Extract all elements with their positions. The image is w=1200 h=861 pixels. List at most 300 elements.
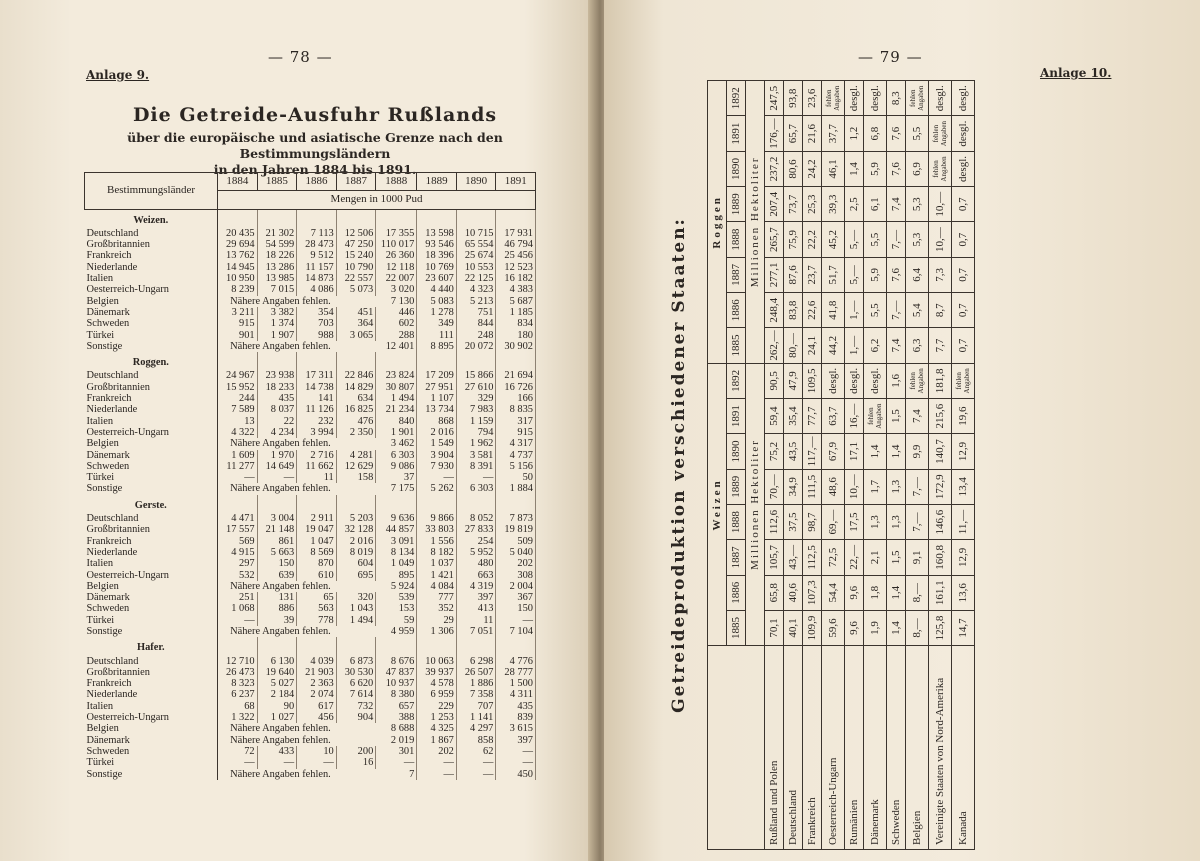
value-cell: 1 609 <box>218 450 258 461</box>
value-cell: 17 931 <box>496 228 536 239</box>
country-label: Oesterreich-Ungarn <box>85 427 218 438</box>
country-label: Dänemark <box>85 592 218 603</box>
note-cell: Nähere Angaben fehlen. <box>230 483 331 495</box>
value-cell: 232 <box>297 416 337 427</box>
note-cell: Nähere Angaben fehlen. <box>230 438 331 450</box>
roggen-value: 6,2 <box>864 328 887 363</box>
table-row <box>85 461 536 472</box>
weizen-value: 9,1 <box>906 540 929 575</box>
roggen-value: desgl. <box>952 81 975 117</box>
value-cell: 29 <box>417 615 457 626</box>
value-cell: — <box>496 757 536 768</box>
roggen-value: 44,2 <box>822 328 845 363</box>
value-cell: 39 <box>257 615 297 626</box>
country-label: Großbritannien <box>85 382 218 393</box>
table-row <box>85 284 536 295</box>
value-cell: 8 895 <box>417 341 457 352</box>
value-cell: 3 211 <box>218 307 258 318</box>
value-cell: 14 649 <box>257 461 297 472</box>
value-cell: 12 523 <box>496 262 536 273</box>
value-cell: 22 846 <box>336 370 376 381</box>
value-cell: 3 065 <box>336 330 376 341</box>
value-cell: 3 020 <box>376 284 417 295</box>
country-label: Schweden <box>85 461 218 472</box>
country-label: Oesterreich-Ungarn <box>85 284 218 295</box>
value-cell: 569 <box>218 536 258 547</box>
rotated-content <box>655 80 1125 850</box>
weizen-value: 7,4 <box>906 399 929 434</box>
year-header: 1885 <box>257 173 297 191</box>
value-cell: 93 546 <box>417 239 457 250</box>
weizen-value: 65,8 <box>765 575 784 610</box>
year-header: 1891 <box>727 399 746 434</box>
weizen-value: 17,1 <box>845 434 864 469</box>
value-cell: 16 182 <box>496 273 536 284</box>
value-cell: 22 125 <box>456 273 496 284</box>
value-cell: 1 159 <box>456 416 496 427</box>
value-cell: 794 <box>456 427 496 438</box>
roggen-value: 0,7 <box>952 222 975 257</box>
weizen-value: 1,4 <box>887 610 906 645</box>
value-cell: 7 614 <box>336 689 376 700</box>
value-cell: 777 <box>417 592 457 603</box>
value-cell: 1 970 <box>257 450 297 461</box>
country-label: Italien <box>85 701 218 712</box>
roggen-value: 37,7 <box>822 116 845 151</box>
country-label: Großbritannien <box>85 667 218 678</box>
weizen-value: 1,4 <box>887 575 906 610</box>
right-page-number: — 79 — <box>858 48 923 66</box>
value-cell: — <box>218 757 258 768</box>
value-cell: 32 128 <box>336 524 376 535</box>
weizen-value: 9,6 <box>845 575 864 610</box>
value-cell: 1 047 <box>297 536 337 547</box>
empty-cell <box>376 352 417 370</box>
value-cell: 21 234 <box>376 404 417 415</box>
table-row <box>85 723 536 734</box>
table-row <box>952 81 975 850</box>
country-label: Frankreich <box>85 536 218 547</box>
note-cell: Nähere Angaben fehlen. <box>230 295 331 307</box>
unit-header-roggen: Millionen Hektoliter <box>746 81 765 364</box>
country-label: Oesterreich-Ungarn <box>85 570 218 581</box>
value-cell: 602 <box>376 318 417 329</box>
country-label: Türkei <box>85 615 218 626</box>
value-cell: 329 <box>456 393 496 404</box>
value-cell: 16 726 <box>496 382 536 393</box>
roggen-value: 24,1 <box>803 328 822 363</box>
roggen-value: 1,— <box>845 293 864 328</box>
value-cell: 24 967 <box>218 370 258 381</box>
weizen-value: 9,9 <box>906 434 929 469</box>
value-cell: 90 <box>257 701 297 712</box>
roggen-value: 5,3 <box>906 222 929 257</box>
weizen-value: 13,6 <box>952 575 975 610</box>
empty-cell <box>496 352 536 370</box>
weizen-value: fehlen Angaben <box>952 363 975 398</box>
value-cell: 5 040 <box>496 547 536 558</box>
roggen-value: 65,7 <box>784 116 803 151</box>
value-cell: — <box>257 757 297 768</box>
country-label: Belgien <box>85 581 218 592</box>
weizen-value: 107,3 <box>803 575 822 610</box>
value-cell: 22 557 <box>336 273 376 284</box>
value-cell: 4 086 <box>297 284 337 295</box>
country-label: Italien <box>85 416 218 427</box>
year-header: 1886 <box>727 575 746 610</box>
roggen-value: 176,— <box>765 116 784 151</box>
right-anlage-label: Anlage 10. <box>1040 66 1112 80</box>
value-cell: 539 <box>376 592 417 603</box>
table-row <box>929 81 952 850</box>
table-row <box>85 382 536 393</box>
value-cell: 18 226 <box>257 250 297 261</box>
roggen-value: desgl. <box>929 81 952 117</box>
table-row <box>85 472 536 483</box>
value-cell: 4 281 <box>336 450 376 461</box>
weizen-value: 112,6 <box>765 504 784 539</box>
weizen-value: 22,— <box>845 540 864 575</box>
value-cell: 8 323 <box>218 678 258 689</box>
weizen-value: 19,6 <box>952 399 975 434</box>
value-cell: 751 <box>456 307 496 318</box>
value-cell: 8 676 <box>376 656 417 667</box>
table-row <box>85 757 536 768</box>
value-cell: 47 837 <box>376 667 417 678</box>
value-cell: 695 <box>336 570 376 581</box>
weizen-value: 7,— <box>906 469 929 504</box>
value-cell: 18 396 <box>417 250 457 261</box>
group-header-weizen: Weizen <box>708 363 727 646</box>
value-cell: 153 <box>376 603 417 614</box>
value-cell: 5 924 <box>376 581 417 592</box>
value-cell: 27 951 <box>417 382 457 393</box>
weizen-value: 54,4 <box>822 575 845 610</box>
note-cell: Nähere Angaben fehlen. <box>230 625 331 637</box>
weizen-value: 40,6 <box>784 575 803 610</box>
value-cell: 17 311 <box>297 370 337 381</box>
value-cell: — <box>218 472 258 483</box>
empty-cell <box>417 495 457 513</box>
value-cell: 26 360 <box>376 250 417 261</box>
value-cell: 8 835 <box>496 404 536 415</box>
value-cell: 2 019 <box>376 735 417 746</box>
country-label: Oesterreich-Ungarn <box>822 646 845 850</box>
year-header: 1891 <box>496 173 536 191</box>
value-cell: 22 <box>257 416 297 427</box>
empty-cell <box>297 352 337 370</box>
country-label: Belgien <box>85 438 218 449</box>
note-cell: Nähere Angaben fehlen. <box>230 723 331 735</box>
year-header: 1887 <box>727 540 746 575</box>
value-cell: 141 <box>297 393 337 404</box>
roggen-value: 5,9 <box>864 257 887 292</box>
country-label: Dänemark <box>85 735 218 746</box>
weizen-value: 1,4 <box>887 434 906 469</box>
value-cell: 7 589 <box>218 404 258 415</box>
roggen-value: 22,2 <box>803 222 822 257</box>
table-row <box>85 536 536 547</box>
year-header: 1886 <box>297 173 337 191</box>
value-cell: 610 <box>297 570 337 581</box>
value-cell: 3 904 <box>417 450 457 461</box>
value-cell: 20 072 <box>456 341 496 352</box>
country-label: Großbritannien <box>85 239 218 250</box>
value-cell: 435 <box>257 393 297 404</box>
roggen-value: 51,7 <box>822 257 845 292</box>
year-header: 1891 <box>727 116 746 151</box>
left-page <box>0 0 596 861</box>
value-cell: 2 004 <box>496 581 536 592</box>
value-cell: 3 091 <box>376 536 417 547</box>
roggen-value: 6,9 <box>906 151 929 186</box>
value-cell: 352 <box>417 603 457 614</box>
section-name: Hafer. <box>85 637 218 655</box>
value-cell: 10 <box>297 746 337 757</box>
empty-cell <box>218 352 258 370</box>
value-cell: 886 <box>257 603 297 614</box>
value-cell: 6 237 <box>218 689 258 700</box>
value-cell: 6 959 <box>417 689 457 700</box>
roggen-value: 0,7 <box>952 257 975 292</box>
weizen-value: desgl. <box>822 363 845 398</box>
value-cell: 604 <box>336 558 376 569</box>
value-cell: 1 037 <box>417 558 457 569</box>
value-cell: — <box>456 472 496 483</box>
value-cell: 8 569 <box>297 547 337 558</box>
year-header: 1889 <box>727 469 746 504</box>
value-cell: 663 <box>456 570 496 581</box>
country-label: Dänemark <box>85 307 218 318</box>
value-cell: 10 063 <box>417 656 457 667</box>
weizen-value: 13,4 <box>952 469 975 504</box>
empty-cell <box>336 637 376 655</box>
weizen-value: desgl. <box>864 363 887 398</box>
value-cell: 8 688 <box>376 723 417 734</box>
roggen-value: 80,6 <box>784 151 803 186</box>
value-cell: 28 473 <box>297 239 337 250</box>
value-cell: 18 233 <box>257 382 297 393</box>
empty-cell <box>456 209 496 228</box>
value-cell: 4 959 <box>376 626 417 637</box>
value-cell: 634 <box>336 393 376 404</box>
table-row <box>85 341 536 352</box>
country-label: Belgien <box>85 723 218 734</box>
value-cell: 6 298 <box>456 656 496 667</box>
value-cell: 861 <box>257 536 297 547</box>
country-label: Belgien <box>85 296 218 307</box>
roggen-value: 23,7 <box>803 257 822 292</box>
value-cell: 131 <box>257 592 297 603</box>
value-cell: 1 278 <box>417 307 457 318</box>
value-cell: — <box>417 769 457 780</box>
value-cell: 7 104 <box>496 626 536 637</box>
value-cell: 9 866 <box>417 513 457 524</box>
value-cell: 11 277 <box>218 461 258 472</box>
value-cell: 15 952 <box>218 382 258 393</box>
value-cell: 12 401 <box>376 341 417 352</box>
roggen-value: 7,4 <box>887 328 906 363</box>
roggen-value: 7,— <box>887 222 906 257</box>
weizen-value: 1,4 <box>864 434 887 469</box>
value-cell: 16 <box>336 757 376 768</box>
country-col-header <box>708 646 765 850</box>
roggen-value: 5,3 <box>906 187 929 222</box>
weizen-value: 215,6 <box>929 399 952 434</box>
weizen-value: 37,5 <box>784 504 803 539</box>
weizen-value: 43,5 <box>784 434 803 469</box>
left-subtitle-2: in den Jahren 1884 bis 1891. <box>213 162 417 177</box>
table-row <box>85 769 536 780</box>
value-cell: 30 902 <box>496 341 536 352</box>
table-row <box>85 273 536 284</box>
value-cell: 1 141 <box>456 712 496 723</box>
table-row <box>85 626 536 637</box>
value-cell: 44 857 <box>376 524 417 535</box>
value-cell: 10 950 <box>218 273 258 284</box>
year-header: 1889 <box>417 173 457 191</box>
table-row <box>85 746 536 757</box>
weizen-value: 146,6 <box>929 504 952 539</box>
country-label: Dänemark <box>85 450 218 461</box>
weizen-value: 34,9 <box>784 469 803 504</box>
value-cell: 4 323 <box>456 284 496 295</box>
weizen-value: 48,6 <box>822 469 845 504</box>
section-name: Roggen. <box>85 352 218 370</box>
value-cell: 20 435 <box>218 228 258 239</box>
value-cell: 397 <box>496 735 536 746</box>
roggen-value: 207,4 <box>765 187 784 222</box>
country-label: Türkei <box>85 330 218 341</box>
value-cell: 7 <box>376 769 417 780</box>
roggen-value: 0,7 <box>952 328 975 363</box>
value-cell: 11 <box>297 472 337 483</box>
roggen-value: desgl. <box>952 116 975 151</box>
value-cell: 202 <box>496 558 536 569</box>
value-cell: 6 130 <box>257 656 297 667</box>
value-cell: 21 903 <box>297 667 337 678</box>
value-cell: 4 737 <box>496 450 536 461</box>
section-name: Weizen. <box>85 209 218 228</box>
country-label: Schweden <box>85 318 218 329</box>
weizen-value: 67,9 <box>822 434 845 469</box>
value-cell: 4 297 <box>456 723 496 734</box>
empty-cell <box>218 637 258 655</box>
value-cell: 1 049 <box>376 558 417 569</box>
weizen-value: 1,3 <box>887 504 906 539</box>
year-header: 1885 <box>727 610 746 645</box>
roggen-value: 22,6 <box>803 293 822 328</box>
country-label: Deutschland <box>85 656 218 667</box>
weizen-value: 10,— <box>845 469 864 504</box>
weizen-value: 1,7 <box>864 469 887 504</box>
table-row <box>85 370 536 381</box>
value-cell: 4 039 <box>297 656 337 667</box>
value-cell: 16 825 <box>336 404 376 415</box>
value-cell: — <box>417 472 457 483</box>
value-cell: 25 456 <box>496 250 536 261</box>
value-cell: 248 <box>456 330 496 341</box>
country-label: Kanada <box>952 646 975 850</box>
left-title: Die Getreide-Ausfuhr Rußlands <box>132 104 498 126</box>
weizen-value: 117,— <box>803 434 822 469</box>
weizen-value: 63,7 <box>822 399 845 434</box>
value-cell: 858 <box>456 735 496 746</box>
empty-cell <box>417 209 457 228</box>
value-cell: — <box>376 757 417 768</box>
weizen-value: 47,9 <box>784 363 803 398</box>
value-cell: 2 716 <box>297 450 337 461</box>
value-cell: 301 <box>376 746 417 757</box>
value-cell: 13 286 <box>257 262 297 273</box>
value-cell: 21 302 <box>257 228 297 239</box>
value-cell: 397 <box>456 592 496 603</box>
value-cell: 901 <box>218 330 258 341</box>
empty-cell <box>496 495 536 513</box>
weizen-value: 181,8 <box>929 363 952 398</box>
value-cell: 915 <box>496 427 536 438</box>
value-cell: 5 203 <box>336 513 376 524</box>
value-cell: 11 <box>456 615 496 626</box>
weizen-value: 160,8 <box>929 540 952 575</box>
roggen-value: 7,6 <box>887 257 906 292</box>
value-cell: 7 051 <box>456 626 496 637</box>
empty-cell <box>257 209 297 228</box>
weizen-value: 1,3 <box>887 469 906 504</box>
value-cell: 844 <box>456 318 496 329</box>
value-cell: 26 473 <box>218 667 258 678</box>
value-cell: — <box>456 757 496 768</box>
roggen-value: 7,3 <box>929 257 952 292</box>
country-label: Deutschland <box>85 513 218 524</box>
table-row <box>85 262 536 273</box>
value-cell: 1 907 <box>257 330 297 341</box>
value-cell: 1 185 <box>496 307 536 318</box>
year-header: 1890 <box>727 151 746 186</box>
weizen-value: 8,— <box>906 575 929 610</box>
weizen-value: 75,2 <box>765 434 784 469</box>
year-header: 1886 <box>727 293 746 328</box>
roggen-value: 2,5 <box>845 187 864 222</box>
value-cell: 33 803 <box>417 524 457 535</box>
value-cell: 364 <box>336 318 376 329</box>
value-cell: 30 807 <box>376 382 417 393</box>
value-cell: 1 886 <box>456 678 496 689</box>
table-row <box>85 307 536 318</box>
empty-cell <box>257 352 297 370</box>
weizen-value: 16,— <box>845 399 864 434</box>
roggen-value: 1,4 <box>845 151 864 186</box>
value-cell: 180 <box>496 330 536 341</box>
weizen-value: fehlen Angaben <box>864 399 887 434</box>
value-cell: 532 <box>218 570 258 581</box>
roggen-value: 39,3 <box>822 187 845 222</box>
value-cell: 1 962 <box>456 438 496 449</box>
value-cell: 4 776 <box>496 656 536 667</box>
value-cell: 4 440 <box>417 284 457 295</box>
value-cell: 288 <box>376 330 417 341</box>
value-cell: 413 <box>456 603 496 614</box>
table-row <box>85 592 536 603</box>
value-cell: — <box>417 757 457 768</box>
group-header-roggen: Roggen <box>708 81 727 364</box>
value-cell: 8 182 <box>417 547 457 558</box>
roggen-value: 21,6 <box>803 116 822 151</box>
value-cell: 5 952 <box>456 547 496 558</box>
value-cell: — <box>496 746 536 757</box>
value-cell: 229 <box>417 701 457 712</box>
value-cell: 15 240 <box>336 250 376 261</box>
